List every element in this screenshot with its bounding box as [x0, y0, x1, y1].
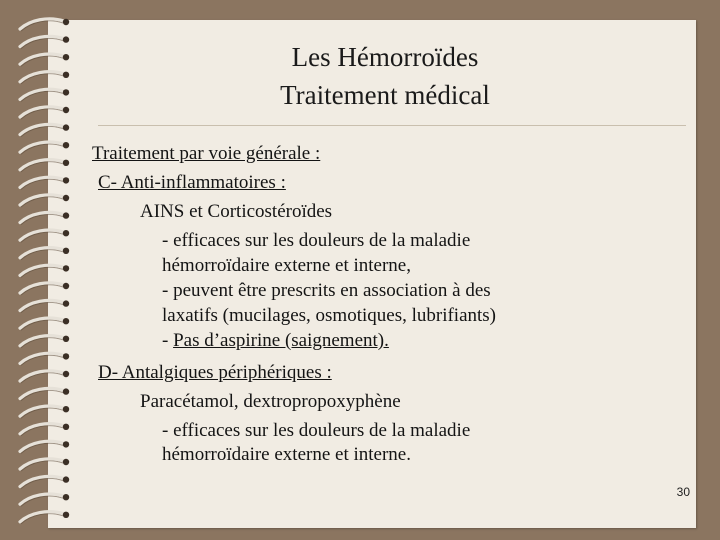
text-bullet-3-underlined: Pas d’aspirine (saignement). — [173, 330, 389, 351]
text-paracetamol: Paracétamol, dextropropoxyphène — [140, 391, 401, 412]
text-bullet-3 — [162, 330, 389, 352]
text-bullet-4-cont: hémorroïdaire externe et interne. — [162, 444, 411, 465]
text-bullet-2-cont: laxatifs (mucilages, osmotiques, lubrifiants) — [162, 305, 497, 326]
heading-general-treatment: Traitement par voie générale : — [92, 143, 321, 164]
text-bullet-3-prefix: - — [162, 330, 174, 351]
heading-antalgiques: D- Antalgiques périphériques : — [98, 362, 332, 383]
text-bullet-2: - peuvent être prescrits en association à des — [162, 280, 491, 301]
text-ains: AINS et Corticostéroïdes — [140, 201, 333, 222]
title-line-1: Les Hémorroïdes — [291, 42, 479, 72]
heading-anti-inflammatoires: C- Anti-inflammatoires : — [98, 172, 286, 193]
text-bullet-1: - efficaces sur les douleurs de la maladie — [162, 230, 471, 251]
text-bullet-1-cont: hémorroïdaire externe et interne, — [162, 255, 411, 276]
text-bullet-4: - efficaces sur les douleurs de la maladie — [162, 420, 471, 441]
slide-number: 30 — [676, 485, 690, 499]
title-line-2: Traitement médical — [280, 80, 490, 110]
